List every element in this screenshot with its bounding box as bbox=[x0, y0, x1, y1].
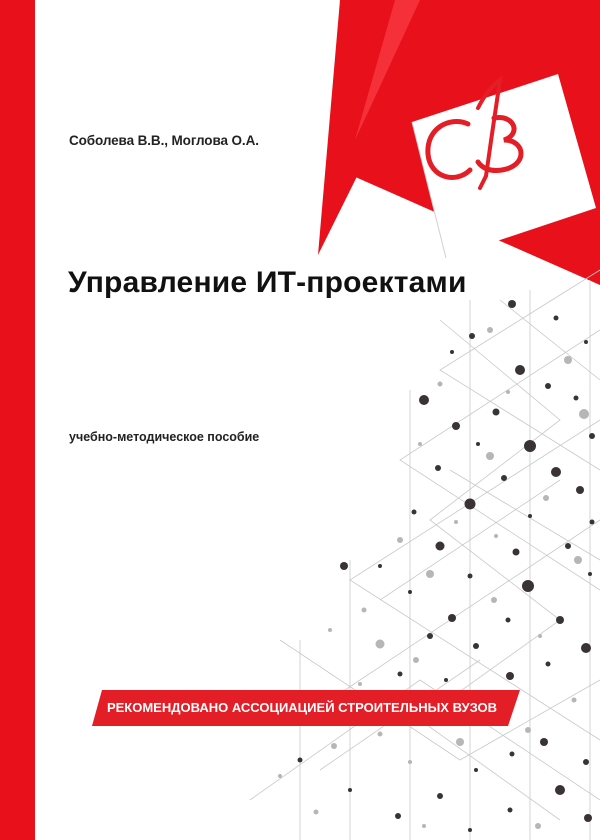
recommendation-banner bbox=[92, 690, 520, 726]
book-title: Управление ИТ-проектами bbox=[68, 266, 467, 299]
book-subtitle: учебно-методическое пособие bbox=[69, 430, 260, 444]
banner-text: РЕКОМЕНДОВАНО АССОЦИАЦИЕЙ СТРОИТЕЛЬНЫХ ВУЗОВ bbox=[106, 700, 498, 715]
authors: Соболева В.В., Моглова О.А. bbox=[69, 133, 259, 148]
